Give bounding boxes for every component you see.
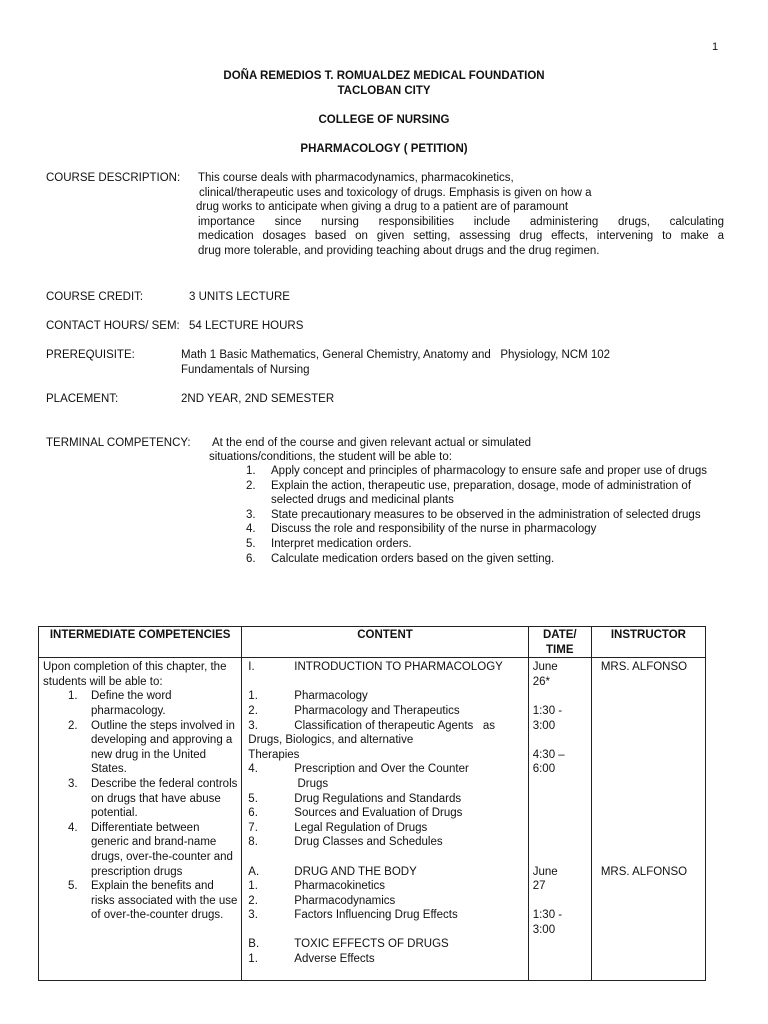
course-credit-value: 3 UNITS LECTURE [189,291,290,303]
course-description-label: COURSE DESCRIPTION: [46,172,181,184]
content-section-heading: B. TOXIC EFFECTS OF DRUGS [248,938,449,951]
session-date: 27 [532,880,546,893]
list-item: 8. Drug Classes and Schedules [248,836,443,849]
terminal-competency-list [246,464,726,566]
competencies-cell [39,658,242,981]
college-name: COLLEGE OF NURSING [318,114,450,126]
objectives-intro: Upon completion of this chapter, the students will be able to: [43,661,227,688]
foundation-name: DOÑA REMEDIOS T. ROMUALDEZ MEDICAL FOUNDATION [223,70,545,82]
description-line: clinical/therapeutic uses and toxicology of drugs. Emphasis is given on how a [199,186,592,199]
instructor-name: MRS. ALFONSO [600,661,688,674]
list-item: 1. Adverse Effects [248,953,375,966]
page-number: 1 [712,41,719,53]
contact-hours-value: 54 LECTURE HOURS [189,320,304,332]
terminal-competency-label: TERMINAL COMPETENCY: [46,437,191,449]
course-credit-label: COURSE CREDIT: [46,291,144,303]
list-item-continuation: Therapies [248,748,300,761]
placement-value: 2ND YEAR, 2ND SEMESTER [181,393,335,405]
header-date-time: DATE/ TIME [528,627,591,658]
list-item: 1. Pharmacokinetics [248,880,386,893]
objectives-list [43,689,238,923]
session-time: 1:30 - [532,704,563,717]
list-item: 1. Pharmacology [248,690,368,703]
session-time: 1:30 - [532,909,563,922]
list-item: 1. Define the word pharmacology. [68,690,172,717]
list-item: 2. Pharmacology and Therapeutics [248,704,460,717]
header-instructor: INSTRUCTOR [591,627,705,658]
list-item: 5. Explain the benefits and risks associated with the use of over-the-counter drugs. [68,880,238,922]
description-line: importance since nursing responsibilities include administering drugs, calculating [198,215,724,228]
list-item: 5. Drug Regulations and Standards [248,792,462,805]
competency-schedule-table [38,626,706,981]
city-name: TACLOBAN CITY [337,85,431,97]
contact-hours-label: CONTACT HOURS/ SEM: [46,320,180,332]
session-time: 3:00 [532,719,556,732]
description-line: drug more tolerable, and providing teaching about drugs and the drug regimen. [198,244,600,257]
prerequisite-label: PREREQUISITE: [46,349,135,361]
table-header-row [39,627,706,658]
instructor-name: MRS. ALFONSO [600,865,688,878]
list-item: 7. Legal Regulation of Drugs [248,821,428,834]
list-item: 2. Pharmacodynamics [248,894,396,907]
list-item: 4. Differentiate between generic and brand-name drugs, over-the-counter and prescription drugs [68,821,233,878]
header-competencies: INTERMEDIATE COMPETENCIES [39,627,242,658]
content-cell [242,658,528,981]
terminal-competency-intro: At the end of the course and given relevant actual or simulated [212,437,532,449]
course-title: PHARMACOLOGY ( PETITION) [300,143,468,155]
date-time-cell [528,658,591,981]
list-item: 1. Apply concept and principles of pharmacology to ensure safe and proper use of drugs [246,465,707,477]
description-line: drug works to anticipate when giving a drug to a patient are of paramount [196,201,569,214]
list-item: 5. Interpret medication orders. [246,537,412,550]
session-time: 4:30 – [532,748,565,761]
list-item: 4. Prescription and Over the Counter [248,763,469,776]
list-item: 6. Sources and Evaluation of Drugs [248,807,463,820]
description-line: This course deals with pharmacodynamics, pharmacokinetics, [198,172,514,184]
list-item: 4. Discuss the role and responsibility of the nurse in pharmacology [246,523,597,536]
session-date: June [532,661,558,674]
header-content: CONTENT [242,627,528,658]
content-section-heading: A. DRUG AND THE BODY [248,865,417,878]
instructor-cell [591,658,705,981]
list-item-continuation: Drugs, Biologics, and alternative [248,734,414,747]
list-item-continuation: Drugs [294,777,329,790]
content-section-heading: I. INTRODUCTION TO PHARMACOLOGY [248,661,503,674]
session-time: 3:00 [532,923,556,936]
placement-label: PLACEMENT: [46,393,119,405]
list-item: 3. Classification of therapeutic Agents as [248,719,496,732]
session-date: June [532,865,558,878]
prerequisite-line: Fundamentals of Nursing [181,364,310,376]
session-time: 6:00 [532,763,556,776]
terminal-competency-intro: situations/conditions, the student will be able to: [209,451,452,463]
list-item: 3. State precautionary measures to be observed in the administration of selected drugs [246,508,701,521]
course-description-text [198,171,724,259]
list-item: 2. Explain the action, therapeutic use, preparation, dosage, mode of administration of selected drugs and medicinal plants [246,479,692,507]
list-item: 2. Outline the steps involved in developing and approving a new drug in the United States. [68,719,235,776]
list-item: 6. Calculate medication orders based on the given setting. [246,552,555,565]
list-item: 3. Factors Influencing Drug Effects [248,909,458,922]
description-line: medication dosages based on given setting, assessing drug effects, intervening to make a [198,230,724,243]
prerequisite-line: Math 1 Basic Mathematics, General Chemistry, Anatomy and Physiology, NCM 102 [181,349,611,361]
table-row [39,658,706,981]
list-item: 3. Describe the federal controls on drugs that have abuse potential. [68,777,238,820]
session-date: 26* [532,675,550,688]
